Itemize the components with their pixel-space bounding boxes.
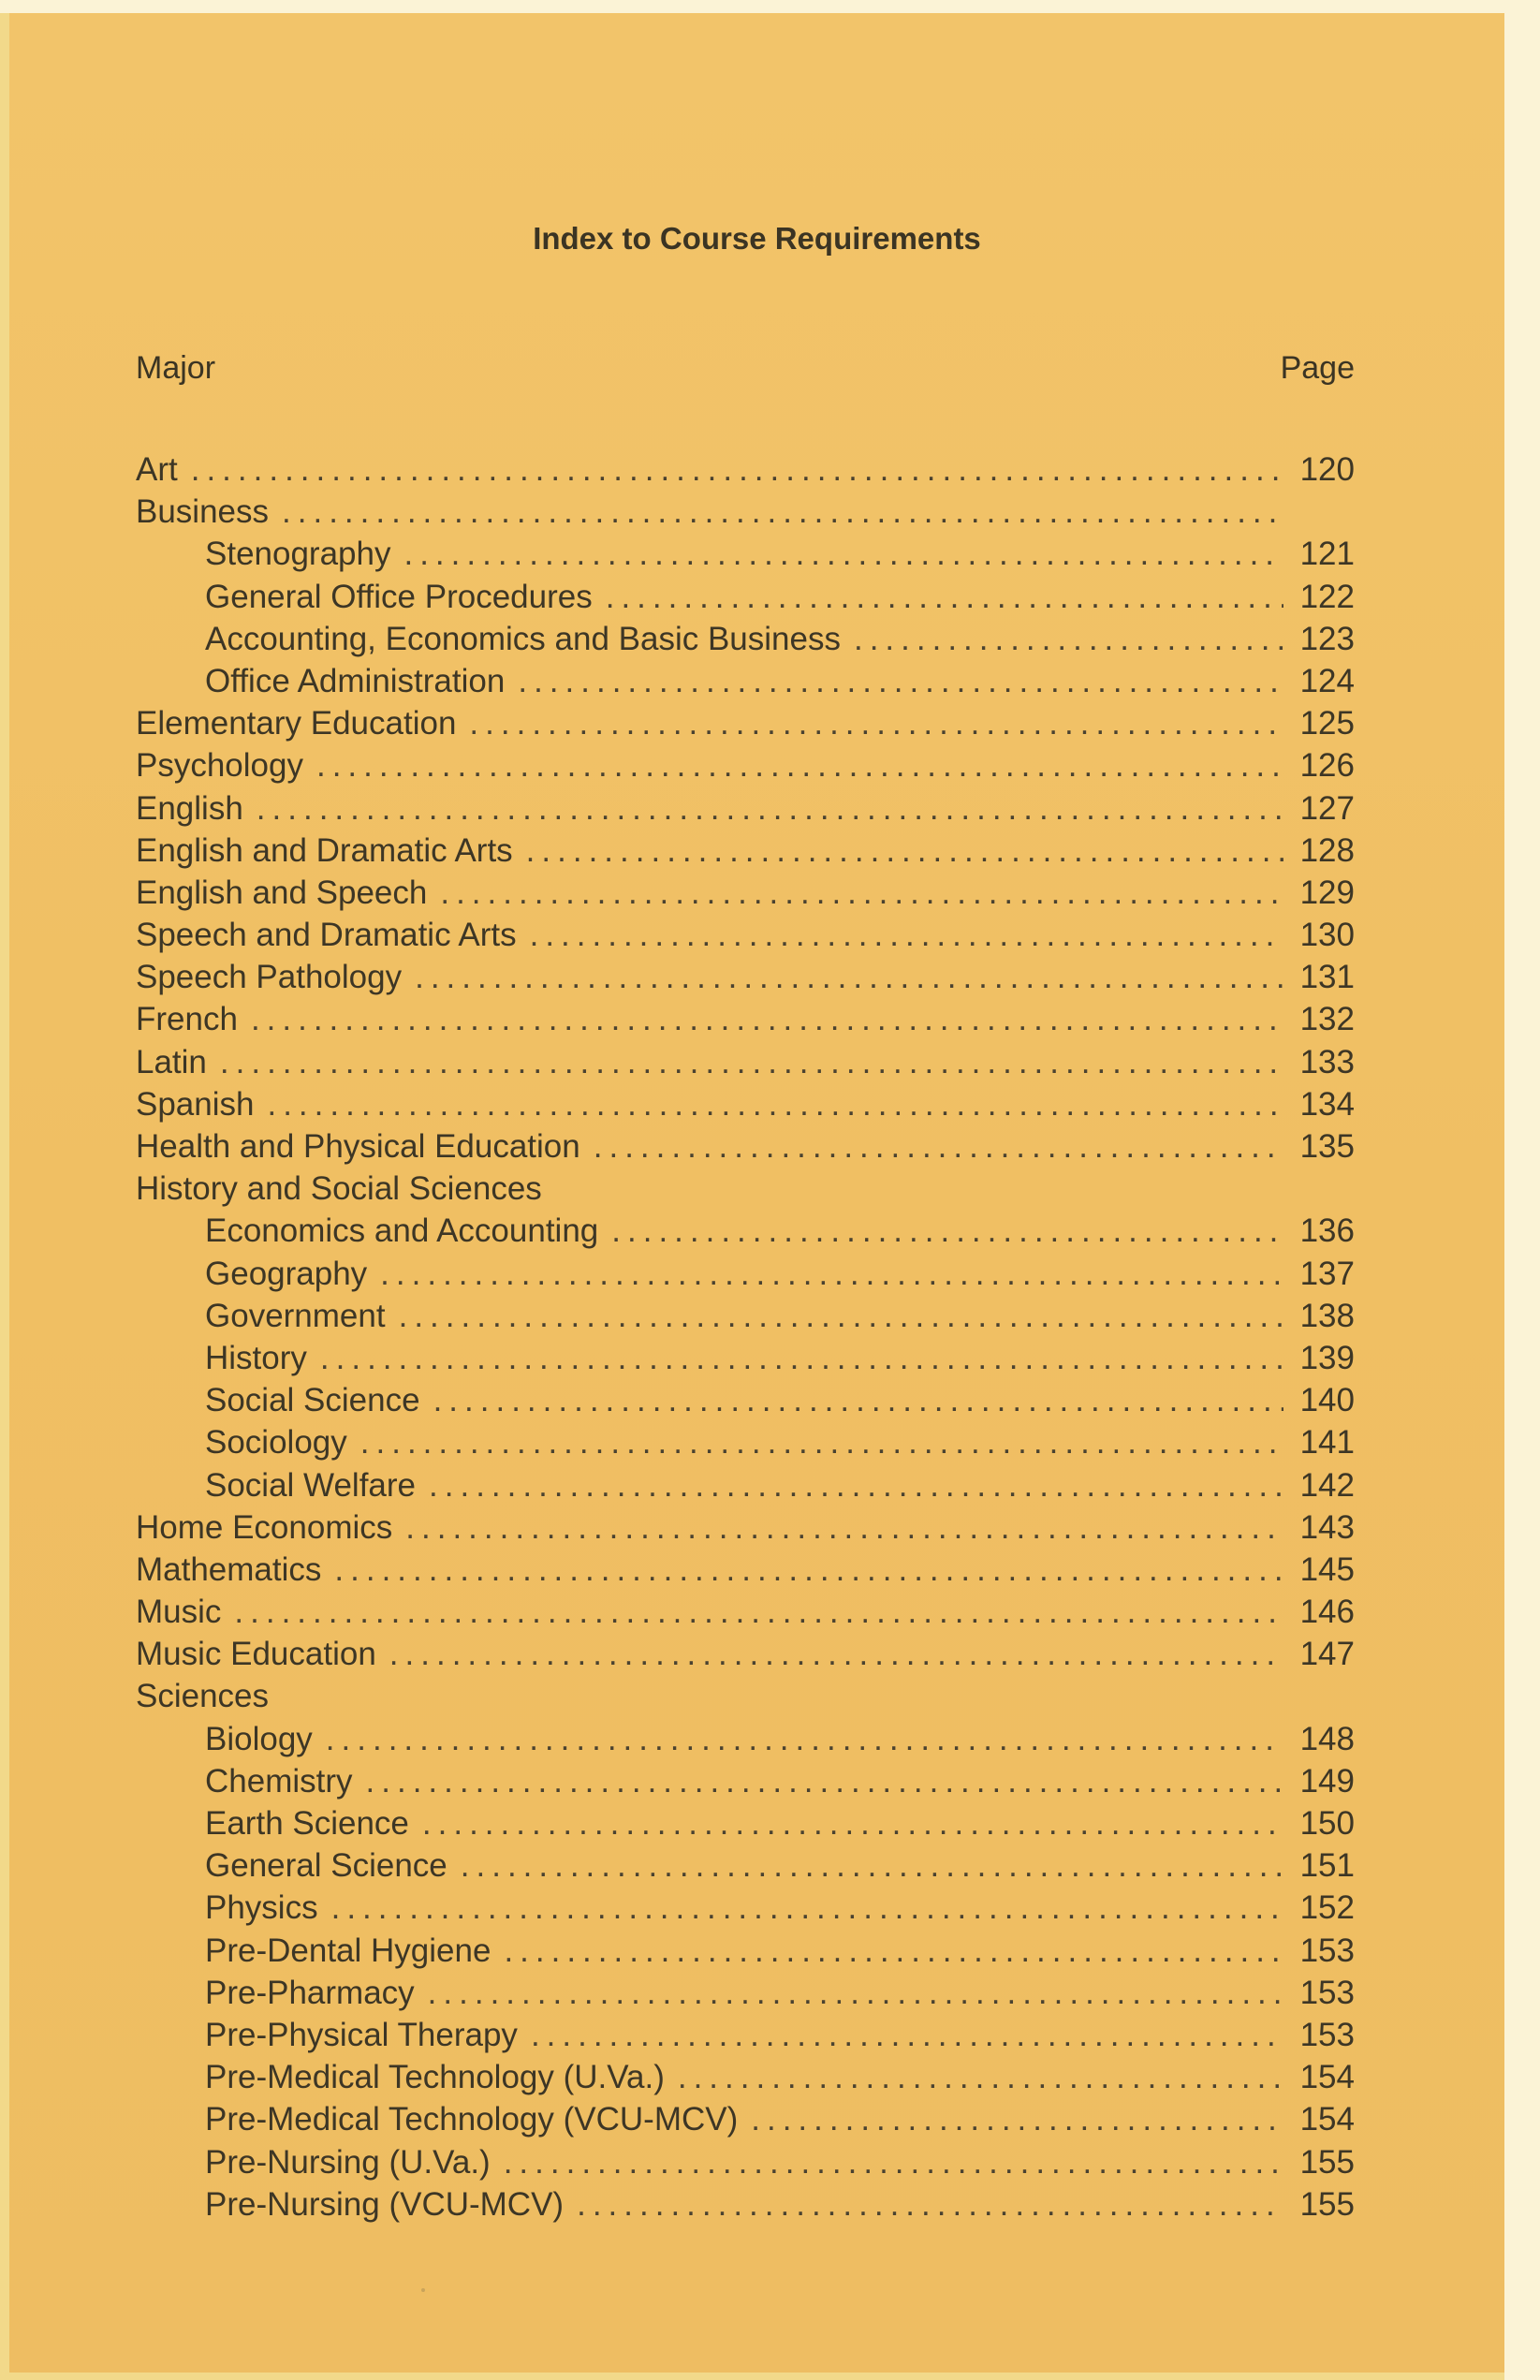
- index-entry: [136, 790, 1355, 832]
- index-entry-label: General Office Procedures: [205, 578, 593, 615]
- dot-leader: [360, 1424, 1283, 1462]
- index-entry-page: 153: [1299, 1932, 1355, 1969]
- dot-leader: [611, 1212, 1283, 1250]
- index-entry-label: Economics and Accounting: [205, 1212, 599, 1250]
- index-entry-label: General Science: [205, 1847, 447, 1885]
- index-entry-page: 155: [1299, 2143, 1355, 2181]
- index-entry-page: 121: [1299, 536, 1355, 573]
- index-entry-label: French: [136, 1001, 238, 1038]
- dot-leader: [326, 1721, 1283, 1758]
- index-entry: [136, 1932, 1355, 1975]
- index-entry-label: Music Education: [136, 1636, 376, 1673]
- index-entry: [136, 917, 1355, 959]
- index-entry: [136, 579, 1355, 621]
- index-entry: [136, 2144, 1355, 2186]
- index-entry: [136, 2101, 1355, 2143]
- dot-leader: [433, 1382, 1283, 1419]
- dot-leader: [530, 917, 1283, 954]
- index-entry: [136, 663, 1355, 705]
- index-entry: [136, 1636, 1355, 1678]
- index-entry-page: 148: [1299, 1720, 1355, 1757]
- index-entry: [136, 959, 1355, 1001]
- index-entry-label: Spanish: [136, 1085, 255, 1123]
- dot-leader: [380, 1256, 1283, 1293]
- index-entry-label: Pre-Medical Technology (U.Va.): [205, 2059, 665, 2096]
- index-entry-page: 152: [1299, 1889, 1355, 1927]
- index-entry: [136, 1256, 1355, 1298]
- index-entry: [136, 1212, 1355, 1255]
- index-entry: [136, 1340, 1355, 1382]
- index-entry-page: 120: [1299, 451, 1355, 488]
- index-entry-label: Home Economics: [136, 1508, 393, 1546]
- index-entry-page: 140: [1299, 1382, 1355, 1419]
- index-entry: [136, 1086, 1355, 1128]
- index-entry-page: 125: [1299, 705, 1355, 742]
- index-entry: [136, 1763, 1355, 1805]
- column-header-page: Page: [1280, 350, 1355, 386]
- dot-leader: [389, 1636, 1283, 1673]
- index-entry-label: Pre-Dental Hygiene: [205, 1932, 491, 1969]
- index-entry-label: Mathematics: [136, 1550, 322, 1588]
- index-entry: [136, 1551, 1355, 1594]
- index-entry-page: 149: [1299, 1762, 1355, 1800]
- index-entry-label: Music: [136, 1594, 222, 1631]
- index-entry-page: 135: [1299, 1128, 1355, 1165]
- index-entry-label: History and Social Sciences: [136, 1170, 542, 1208]
- index-entry: [136, 1805, 1355, 1847]
- index-entry: [136, 1889, 1355, 1932]
- index-entry-page: 138: [1299, 1297, 1355, 1334]
- dot-leader: [526, 832, 1283, 870]
- index-entry-label: Physics: [205, 1889, 318, 1927]
- index-entry-label: Speech and Dramatic Arts: [136, 917, 517, 954]
- dot-leader: [531, 2017, 1283, 2054]
- index-entry: [136, 705, 1355, 747]
- index-entry-label: Pre-Medical Technology (VCU-MCV): [205, 2101, 739, 2138]
- document-page: [9, 13, 1504, 2373]
- index-entry-label: Government: [205, 1297, 386, 1334]
- dot-leader: [594, 1128, 1283, 1166]
- index-entry-page: 130: [1299, 917, 1355, 954]
- index-entry-page: 136: [1299, 1212, 1355, 1250]
- index-entry-label: Art: [136, 451, 178, 488]
- index-entry-label: Stenography: [205, 536, 391, 573]
- dot-leader: [366, 1763, 1283, 1800]
- dot-leader: [678, 2059, 1283, 2096]
- index-entry: [136, 1424, 1355, 1466]
- index-entry-page: 129: [1299, 874, 1355, 911]
- dot-leader: [234, 1594, 1283, 1631]
- index-entry: [136, 1298, 1355, 1340]
- index-entry-label: Pre-Physical Therapy: [205, 2016, 518, 2053]
- dot-leader: [440, 874, 1283, 912]
- index-entry: [136, 1001, 1355, 1043]
- index-entry: [136, 536, 1355, 578]
- dot-leader: [428, 1975, 1283, 2012]
- dot-leader: [251, 1001, 1283, 1038]
- index-entry-page: 131: [1299, 959, 1355, 996]
- index-entry-label: Pre-Nursing (U.Va.): [205, 2143, 491, 2181]
- index-entry: [136, 1678, 1355, 1720]
- index-entry-label: Pre-Pharmacy: [205, 1974, 415, 2011]
- index-entry-page: 154: [1299, 2101, 1355, 2138]
- index-entry-page: 143: [1299, 1508, 1355, 1546]
- index-entry-page: 128: [1299, 831, 1355, 869]
- index-entry-label: Pre-Nursing (VCU-MCV): [205, 2185, 565, 2223]
- index-entry-label: Chemistry: [205, 1762, 353, 1800]
- index-entry-page: 139: [1299, 1339, 1355, 1376]
- dot-leader: [191, 451, 1283, 489]
- index-entry-label: English: [136, 789, 243, 827]
- dot-leader: [504, 2144, 1283, 2182]
- index-entry-label: Health and Physical Education: [136, 1128, 580, 1165]
- index-entry-page: 145: [1299, 1550, 1355, 1588]
- index-entry-page: 132: [1299, 1001, 1355, 1038]
- index-entry-page: 155: [1299, 2185, 1355, 2223]
- index-entry: [136, 451, 1355, 493]
- dot-leader: [282, 493, 1283, 531]
- index-entry-label: Social Welfare: [205, 1466, 417, 1504]
- index-entry-label: Elementary Education: [136, 705, 457, 742]
- index-entry-label: Sciences: [136, 1678, 270, 1715]
- index-entry-page: 153: [1299, 2016, 1355, 2053]
- dot-leader: [220, 1044, 1283, 1081]
- index-entry-label: Office Administration: [205, 662, 506, 699]
- dot-leader: [334, 1551, 1283, 1589]
- index-entry: [136, 747, 1355, 789]
- index-entry: [136, 1382, 1355, 1424]
- dot-leader: [320, 1340, 1283, 1377]
- dot-leader: [415, 959, 1283, 996]
- index-entry-page: 122: [1299, 578, 1355, 615]
- index-entry: [136, 2186, 1355, 2228]
- index-entry-page: 124: [1299, 662, 1355, 699]
- dot-leader: [606, 579, 1283, 616]
- index-entry: [136, 1721, 1355, 1763]
- index-entry-page: 146: [1299, 1594, 1355, 1631]
- index-entry-page: 151: [1299, 1847, 1355, 1885]
- dot-leader: [331, 1889, 1283, 1927]
- index-entry-label: Psychology: [136, 747, 303, 785]
- index-entry-page: 150: [1299, 1805, 1355, 1842]
- dot-leader: [405, 1509, 1283, 1547]
- index-entry-label: English and Speech: [136, 874, 428, 911]
- index-entry: [136, 1044, 1355, 1086]
- index-entry: [136, 1975, 1355, 2017]
- dot-leader: [257, 790, 1283, 828]
- dot-leader: [751, 2101, 1283, 2138]
- index-entry: [136, 1847, 1355, 1889]
- index-entry-page: 154: [1299, 2059, 1355, 2096]
- index-entry-page: 137: [1299, 1255, 1355, 1292]
- index-entry-label: Business: [136, 493, 270, 531]
- index-entry-page: 147: [1299, 1636, 1355, 1673]
- dot-leader: [316, 747, 1283, 785]
- page-title: Index to Course Requirements: [533, 221, 981, 256]
- scan-border-right: [1504, 0, 1540, 2380]
- dot-leader: [469, 705, 1283, 742]
- dot-leader: [403, 536, 1283, 573]
- dot-leader: [429, 1467, 1283, 1505]
- index-entry-page: 134: [1299, 1085, 1355, 1123]
- index-entry-label: Social Science: [205, 1382, 420, 1419]
- dot-leader: [854, 621, 1283, 658]
- dot-leader: [518, 663, 1283, 700]
- dot-leader: [577, 2186, 1283, 2224]
- index-entry-page: 133: [1299, 1043, 1355, 1080]
- index-entry: [136, 832, 1355, 874]
- scan-border-top: [0, 0, 1540, 13]
- index-entry-label: Sociology: [205, 1424, 347, 1462]
- dot-leader: [399, 1298, 1283, 1335]
- dot-leader: [504, 1932, 1283, 1970]
- index-entry-label: English and Dramatic Arts: [136, 831, 513, 869]
- index-entry: [136, 874, 1355, 917]
- dot-leader: [422, 1805, 1283, 1843]
- index-entry-label: History: [205, 1339, 307, 1376]
- index-entry: [136, 621, 1355, 663]
- index-entry: [136, 1594, 1355, 1636]
- index-entry-label: Geography: [205, 1255, 368, 1292]
- dot-leader: [267, 1086, 1283, 1124]
- index-entry: [136, 1509, 1355, 1551]
- index-entry-page: 126: [1299, 747, 1355, 785]
- index-entry-page: 153: [1299, 1974, 1355, 2011]
- index-entry-label: Biology: [205, 1720, 313, 1757]
- index-entry: [136, 1467, 1355, 1509]
- index-entry: [136, 2017, 1355, 2059]
- index-entry: [136, 493, 1355, 536]
- index-list: [136, 451, 1355, 2228]
- index-entry-page: 123: [1299, 620, 1355, 657]
- index-entry-label: Latin: [136, 1043, 207, 1080]
- index-entry: [136, 1170, 1355, 1212]
- index-entry: [136, 1128, 1355, 1170]
- dot-leader: [461, 1847, 1283, 1885]
- index-entry-label: Accounting, Economics and Basic Business: [205, 620, 841, 657]
- paper-speck: [421, 2288, 425, 2292]
- index-entry-page: 141: [1299, 1424, 1355, 1462]
- index-entry-page: 127: [1299, 789, 1355, 827]
- index-entry-label: Earth Science: [205, 1805, 409, 1842]
- column-header-major: Major: [136, 350, 216, 386]
- index-entry-page: 142: [1299, 1466, 1355, 1504]
- index-entry: [136, 2059, 1355, 2101]
- index-entry-label: Speech Pathology: [136, 959, 403, 996]
